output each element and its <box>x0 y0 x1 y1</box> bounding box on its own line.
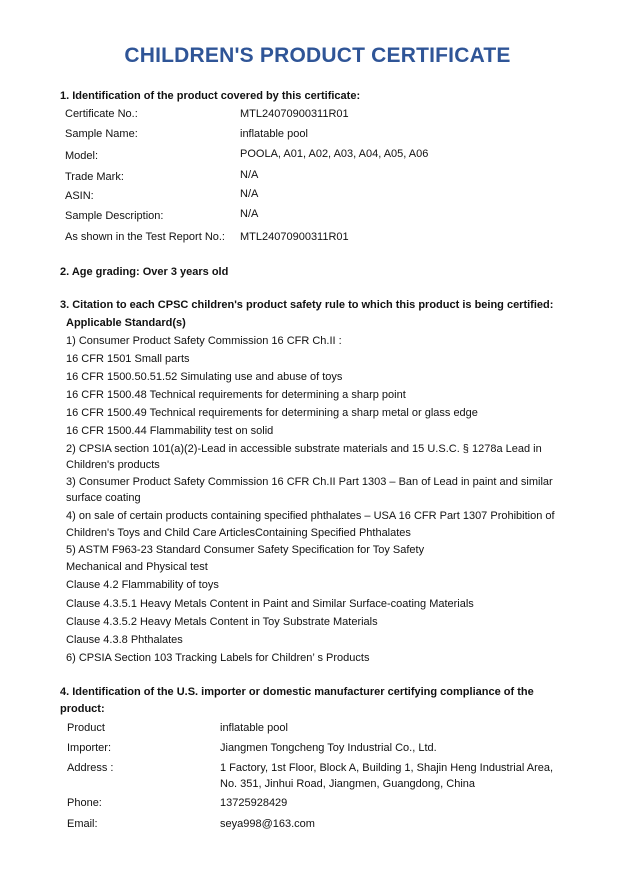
product-value: inflatable pool <box>220 722 288 734</box>
phone-label: Phone: <box>67 797 102 809</box>
standard-line: 16 CFR 1500.50.51.52 Simulating use and abuse of toys <box>66 371 343 383</box>
page-title: CHILDREN'S PRODUCT CERTIFICATE <box>124 44 511 67</box>
section-4-heading-cont: product: <box>60 703 105 715</box>
address-value-cont: No. 351, Jinhui Road, Jiangmen, Guangdong, China <box>220 778 476 790</box>
address-value: 1 Factory, 1st Floor, Block A, Building 1, Shajin Heng Industrial Area, <box>220 762 554 774</box>
asin-label: ASIN: <box>65 190 94 202</box>
standard-line: 16 CFR 1500.44 Flammability test on solid <box>66 425 274 437</box>
address-label: Address : <box>67 762 114 774</box>
applicable-standards-heading: Applicable Standard(s) <box>66 317 186 329</box>
standard-line: Children's Toys and Child Care ArticlesContaining Specified Phthalates <box>66 527 411 539</box>
email-label: Email: <box>67 818 98 830</box>
section-4-heading: 4. Identification of the U.S. importer or domestic manufacturer certifying compliance of the <box>60 686 534 698</box>
standard-line: 1) Consumer Product Safety Commission 16 CFR Ch.II : <box>66 335 342 347</box>
section-3-heading: 3. Citation to each CPSC children's product safety rule to which this product is being certified: <box>60 299 554 311</box>
standard-line: 2) CPSIA section 101(a)(2)-Lead in accessible substrate materials and 15 U.S.C. § 1278a Lead in <box>66 443 542 455</box>
importer-value: Jiangmen Tongcheng Toy Industrial Co., Ltd. <box>220 742 437 754</box>
phone-value: 13725928429 <box>220 797 288 809</box>
importer-label: Importer: <box>67 742 112 754</box>
trade-mark-label: Trade Mark: <box>65 171 124 183</box>
email-value: seya998@163.com <box>220 818 315 830</box>
trade-mark-value: N/A <box>240 169 259 181</box>
standard-line: Clause 4.3.5.1 Heavy Metals Content in Paint and Similar Surface-coating Materials <box>66 598 474 610</box>
certificate-no-label: Certificate No.: <box>65 108 138 120</box>
sample-description-value: N/A <box>240 208 259 220</box>
standard-line: 16 CFR 1501 Small parts <box>66 353 190 365</box>
standard-line: 5) ASTM F963-23 Standard Consumer Safety Specification for Toy Safety <box>66 544 425 556</box>
standard-line: 16 CFR 1500.48 Technical requirements for determining a sharp point <box>66 389 406 401</box>
standard-line: Children's products <box>66 459 160 471</box>
standard-line: 16 CFR 1500.49 Technical requirements for determining a sharp metal or glass edge <box>66 407 478 419</box>
standard-line: Mechanical and Physical test <box>66 561 208 573</box>
test-report-value: MTL24070900311R01 <box>240 231 349 243</box>
standard-line: 6) CPSIA Section 103 Tracking Labels for Children’ s Products <box>66 652 370 664</box>
sample-description-label: Sample Description: <box>65 210 164 222</box>
standard-line: 4) on sale of certain products containing specified phthalates – USA 16 CFR Part 1307 Prohibition of <box>66 510 555 522</box>
section-2-heading: 2. Age grading: Over 3 years old <box>60 266 229 278</box>
sample-name-value: inflatable pool <box>240 128 308 140</box>
test-report-label: As shown in the Test Report No.: <box>65 231 225 243</box>
standard-line: 3) Consumer Product Safety Commission 16 CFR Ch.II Part 1303 – Ban of Lead in paint and similar <box>66 476 553 488</box>
standard-line: Clause 4.2 Flammability of toys <box>66 579 219 591</box>
product-label: Product <box>67 722 105 734</box>
asin-value: N/A <box>240 188 259 200</box>
model-label: Model: <box>65 150 99 162</box>
certificate-no-value: MTL24070900311R01 <box>240 108 349 120</box>
standard-line: Clause 4.3.5.2 Heavy Metals Content in Toy Substrate Materials <box>66 616 378 628</box>
sample-name-label: Sample Name: <box>65 128 138 140</box>
standard-line: surface coating <box>66 492 141 504</box>
standard-line: Clause 4.3.8 Phthalates <box>66 634 183 646</box>
section-1-heading: 1. Identification of the product covered by this certificate: <box>60 90 361 102</box>
model-value: POOLA, A01, A02, A03, A04, A05, A06 <box>240 148 429 160</box>
